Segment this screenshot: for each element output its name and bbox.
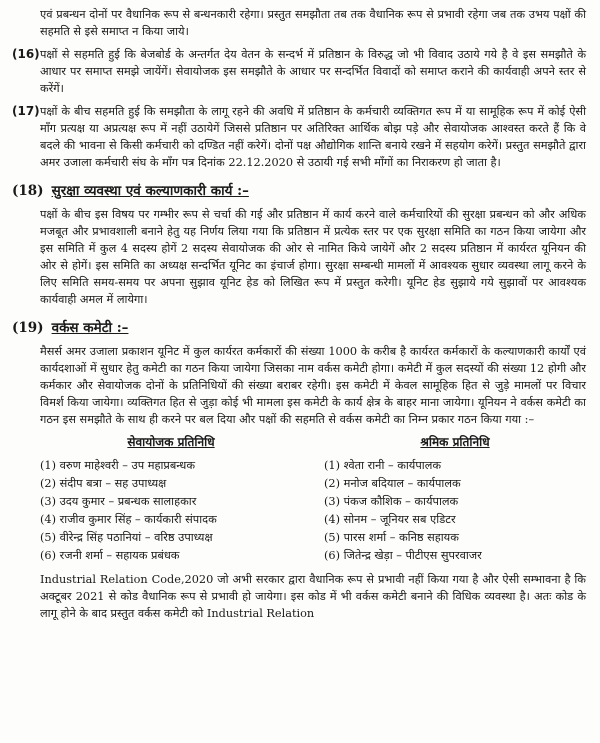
section-number: (18) — [12, 183, 44, 199]
worker-representatives — [302, 434, 586, 565]
section-title: सुरक्षा व्यवस्था एवं कल्याणकारी कार्य :– — [51, 183, 249, 199]
section-title: वर्कस कमेटी :– — [51, 320, 129, 336]
member-item: (5) पारस शर्मा – कनिष्ठ सहायक — [324, 531, 459, 544]
member-item: (1) श्वेता रानी – कार्यपालक — [324, 459, 442, 472]
section-number: (19) — [12, 320, 44, 336]
member-item: (6) जितेन्द्र खेड़ा – पीटीएस सुपरवाजर — [324, 549, 482, 562]
member-item: (5) वीरेन्द्र सिंह पठानियां – वरिष्ठ उपाध्यक्ष — [40, 531, 213, 544]
member-item: (3) उदय कुमार – प्रबन्धक सालाहकार — [40, 495, 197, 508]
clause-text: पक्षों से सहमति हुई कि बेजबोर्ड के अन्तर्गत देय वेतन के सन्दर्भ में प्रतिष्ठान के विरुद्ध जो भी विवाद उठाये गये है वे इस समझौते के आधार पर समाप्त समझे जायेंगें। सेवायोजक इस समझौते के आधार पर सन्दर्भित विवादों को समाप्त कराने की कार्यवाही अपने स्तर से करेंगें। — [40, 48, 586, 95]
member-item: (4) सोनम – जूनियर सब एडिटर — [324, 513, 456, 526]
industrial-relation-code-text: Industrial Relation Code,2020 जो अभी सरकार द्वारा वैधानिक रूप से प्रभावी नहीं किया गया है और ऐसी सम्भावना है कि अक्टूबर 2021 से कोड वैधानिक रूप से प्रभावी हो जायेगा। इस कोड में भी वर्कस कमेटी बनाने की विधिक व्यवस्था है। अतः कोड के लागू होने के बाद प्रस्तुत वर्कस कमेटी को Industrial Relation — [40, 573, 586, 620]
member-item: (1) वरुण माहेश्वरी – उप महाप्रबन्धक — [40, 459, 196, 472]
worker-title: श्रमिक प्रतिनिधि — [420, 435, 490, 449]
section-19-heading — [12, 320, 586, 337]
clause-number: (17) — [12, 104, 40, 118]
clause-17 — [12, 103, 586, 171]
member-item: (6) रजनी शर्मा – सहायक प्रबंधक — [40, 549, 180, 562]
member-item: (4) राजीव कुमार सिंह – कार्यकारी संपादक — [40, 513, 217, 526]
section-18-text: पक्षों के बीच इस विषय पर गम्भीर रूप से चर्चा की गई और प्रतिष्ठान में कार्य करने वाले कर्मचारियों की सुरक्षा प्रबन्धन को और अधिक मजबूत और प्रभावशाली बनाने हेतु यह निर्णय लिया गया कि प्रतिष्ठान में प्रत्येक स्तर पर एक सुरक्षा समिति का गठन किया जायेगा और इस समिति में कुल 4 सदस्य होगें 2 सदस्य सेवायोजक की ओर से नामित किये जायेगें और 2 सदस्य प्रतिष्ठान में कार्यरत यूनियन की ओर से होगें। इस समिति का अध्यक्ष सन्दर्भित यूनिट का इंचार्ज होगा। सुरक्षा सम्बन्धी मामलों में आवश्यक सुधार व्यवस्था लागू करने के लिए समिति समय-समय पर अपना सुझाव यूनिट हेड को लिखित रूप में प्रस्तुत करेगी। यूनिट हेड सुझाये गये सुझावों पर आवश्यक कार्यवाही अमल में लायेगा। — [40, 208, 586, 306]
clause-number: (16) — [12, 47, 40, 61]
member-item: (3) पंकज कौशिक – कार्यपालक — [324, 495, 459, 508]
clause-text: पक्षों के बीच सहमति हुई कि समझौता के लागू रहने की अवधि में प्रतिष्ठान के कर्मचारी व्यक्तिगत रूप में या सामूहिक रूप में कोई ऐसी माँग प्रत्यक्ष या अप्रत्यक्ष रूप में नहीं उठायेगें जिससे प्रतिष्ठान पर अतिरिक्त आर्थिक बोझ पड़े और सेवायोजक आश्वस्त करते हैं कि वे बदले की भावना से किसी कर्मचारी को दण्डित नहीं करेगें। दोनों पक्ष औद्योगिक शान्ति बनाये रखने में सहयोग करेगें। प्रस्तुत समझौते द्वारा अमर उजाला कर्मचारी संघ के माँग पत्र दिनांक 22.12.2020 से उठायी गई सभी माँगों का निराकरण हो जाता है। — [40, 105, 586, 169]
intro-paragraph: एवं प्रबन्धन दोनों पर वैधानिक रूप से बन्धनकारी रहेगा। प्रस्तुत समझौता तब तक वैधानिक रूप से प्रभावी रहेगा जब तक उभय पक्षों की सहमति से इसे समाप्त न किया जाये। — [40, 8, 586, 38]
employer-title: सेवायोजक प्रतिनिधि — [127, 435, 215, 449]
member-item: (2) संदीप बत्रा – सह उपाध्यक्ष — [40, 477, 167, 490]
section-18-heading — [12, 183, 586, 200]
employer-representatives — [40, 434, 302, 565]
section-19-text: मैसर्स अमर उजाला प्रकाशन यूनिट में कुल कार्यरत कर्मकारों की संख्या 1000 के करीब है कार्यरत कर्मकारों के कल्याणकारी कार्यों एवं कार्यदशाओं में सुधार हेतु कमेटी का गठन किया जायेगा जिसका नाम वर्कस कमेटी होगा। कमेटी में कुल सदस्यों की संख्या 12 होगी और कर्मकार और सेवायोजक दोनों के प्रतिनिधियों की संख्या बराबर रहेगी। इस कमेटी में केवल सामूहिक हित से जुड़े मामलों पर विचार विमर्श किया जायेगा। व्यक्तिगत हित से जुड़ा कोई भी मामला इस कमेटी के कार्य क्षेत्र के बाहर माना जायेगा। यूनियन ने वर्कस कमेटी का गठन इस समझौते के साथ ही करने पर बल दिया और पक्षों की सहमति से वर्कस कमेटी का निम्न प्रकार गठन किया गया :– — [40, 345, 586, 426]
committee-members — [40, 434, 586, 565]
clause-16 — [12, 46, 586, 97]
member-item: (2) मनोज बदियाल – कार्यपालक — [324, 477, 461, 490]
